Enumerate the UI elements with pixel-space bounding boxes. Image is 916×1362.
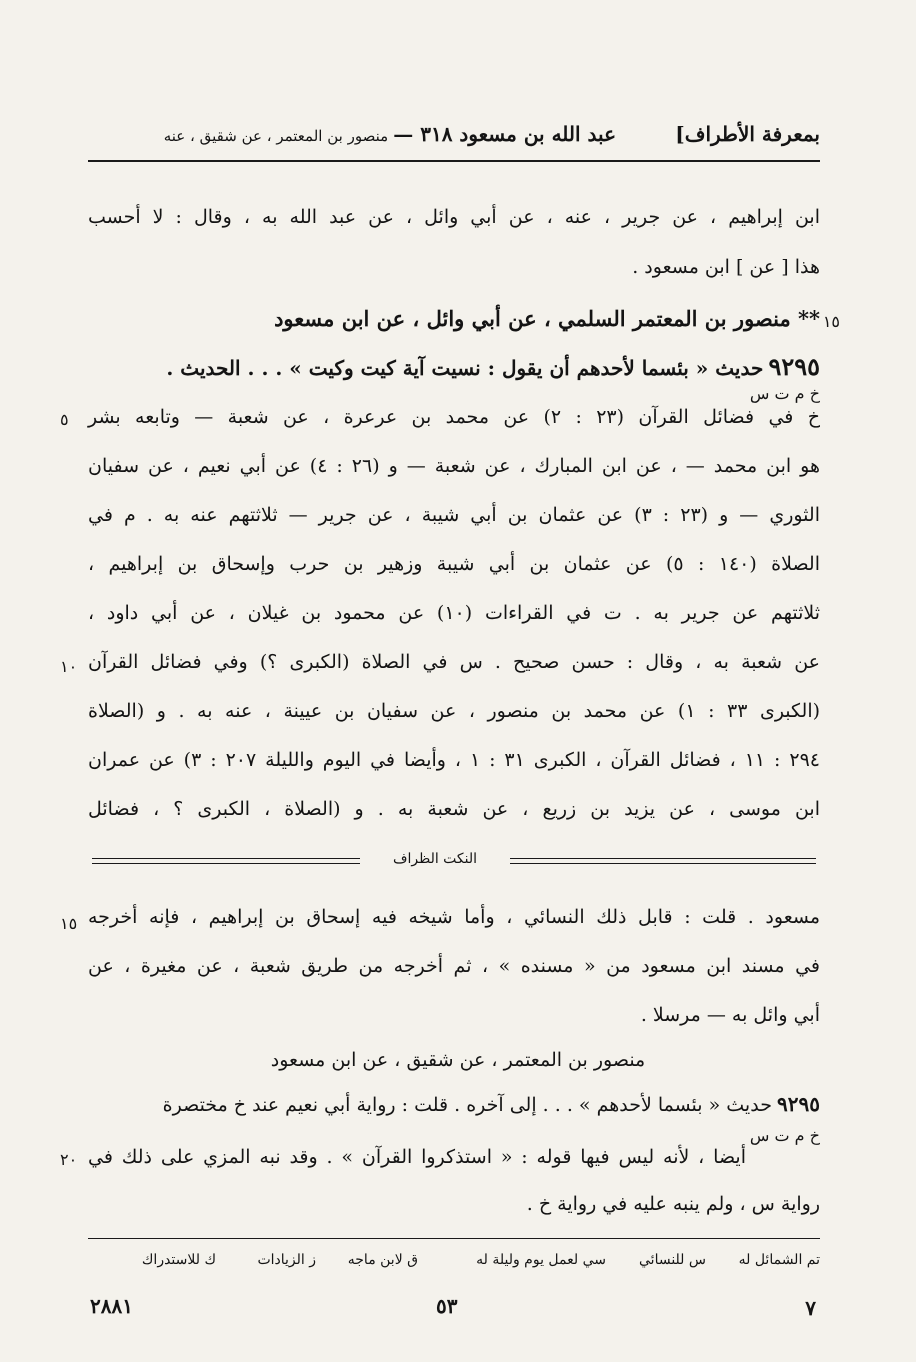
nukat-line: رواية س ، ولم ينبه عليه في رواية خ . [526, 1193, 820, 1215]
header-center-bold: عبد الله بن مسعود ٣١٨ — [393, 122, 616, 146]
legend-nasai: س للنسائي [639, 1252, 706, 1268]
nukat-line: مسعود . قلت : قابل ذلك النسائي ، وأما شيخه فيه إسحاق بن إبراهيم ، فإنه أخرجه [88, 906, 820, 928]
section-heading: ** منصور بن المعتمر السلمي ، عن أبي وائل ، عن ابن مسعود [274, 306, 820, 331]
hadith-number: ٩٢٩٥ [768, 352, 820, 381]
body-line: هو ابن محمد — ، عن ابن المبارك ، عن شعبة — و (٢٦ : ٤) عن أبي نعيم ، عن سفيان [88, 455, 820, 477]
margin-number-20: ٢٠ [60, 1150, 78, 1169]
nukat-line: في مسند ابن مسعود من « مسنده » ، ثم أخرجه من طريق شعبة ، عن مغيرة ، عن [88, 955, 820, 977]
body-line: عن شعبة به ، وقال : حسن صحيح . س في الصلاة (الكبرى ؟) وفي فضائل القرآن [88, 651, 820, 673]
text-line-2: هذا [ عن ] ابن مسعود . [632, 256, 820, 278]
body-line: الثوري — و (٢٣ : ٣) عن عثمان بن أبي شيبة ، عن جرير — ثلاثتهم عنه به . م في [88, 504, 820, 526]
legend-shamail: تم الشمائل له [738, 1252, 820, 1268]
divider-title: النكت الظراف [360, 851, 510, 867]
legend-istidrak: ك للاستدراك [141, 1252, 216, 1268]
nukat-hadith-text: حديث « بئسما لأحدهم » . . . إلى آخره . قلت : رواية أبي نعيم عند خ مختصرة [162, 1094, 772, 1116]
page-number: ٥٣ [436, 1294, 458, 1318]
legend-ziyadat: ز الزيادات [257, 1252, 316, 1268]
header-center-small: منصور بن المعتمر ، عن شقيق ، عنه [163, 127, 389, 145]
nukat-line: أيضا ، لأنه ليس فيها قوله : « استذكروا القرآن » . وقد نبه المزي على ذلك في [88, 1146, 746, 1168]
legend-amal: سي لعمل يوم وليلة له [476, 1252, 606, 1268]
body-line: الصلاة (١٤٠ : ٥) عن عثمان بن أبي شيبة وزهير بن حرب وإسحاق بن إبراهيم ، [88, 553, 820, 575]
body-line: ابن موسى ، عن يزيد بن زريع ، عن شعبة به . و (الصلاة ، الكبرى ؟ ، فضائل [88, 798, 820, 820]
margin-number-15b: ١٥ [60, 914, 78, 933]
text-line-1: ابن إبراهيم ، عن جرير ، عنه ، عن أبي وائل ، عن عبد الله به ، وقال : لا أحسب [88, 206, 820, 228]
header-right: بمعرفة الأطراف] [675, 122, 820, 146]
folio-left: ٢٨٨١ [90, 1294, 133, 1318]
nukat-subheading: منصور بن المعتمر ، عن شقيق ، عن ابن مسعود [270, 1049, 646, 1071]
nukat-hadith-number: ٩٢٩٥ [777, 1092, 820, 1116]
nukat-hadith-line [163, 1092, 820, 1116]
header-center [164, 122, 616, 146]
body-line: ٢٩٤ : ١١ ، فضائل القرآن ، الكبرى ٣١ : ١ ، وأيضا في اليوم والليلة ٢٠٧ : ٣) عن عمران [88, 749, 820, 771]
body-line: خ في فضائل القرآن (٢٣ : ٢) عن محمد بن عرعرة ، عن شعبة — وتابعه بشر [88, 406, 820, 428]
margin-number-5: ٥ [60, 410, 69, 429]
legend-ibn-majah: ق لابن ماجه [347, 1252, 418, 1268]
hadith-text: حديث « بئسما لأحدهم أن يقول : نسيت آية كيت وكيت » . . . الحديث . [166, 356, 764, 380]
margin-number-10: ١٠ [60, 657, 78, 676]
body-line: (الكبرى ٣٣ : ١) عن محمد بن منصور ، عن سفيان بن عيينة ، عنه به . و (الصلاة [88, 700, 821, 722]
header-rule [88, 160, 820, 162]
nukat-line: أبي وائل به — مرسلا . [640, 1004, 820, 1026]
hadith-sigla: خ م ت س [749, 384, 820, 403]
footnote-rule [88, 1238, 820, 1239]
margin-number-15: ١٥ [822, 312, 840, 331]
body-line: ثلاثتهم عن جرير به . ت في القراءات (١٠) عن محمود بن غيلان ، عن أبي داود ، [88, 602, 820, 624]
folio-right: ٧ [805, 1296, 816, 1320]
nukat-sigla: خ م ت س [749, 1126, 820, 1145]
hadith-line [166, 352, 820, 381]
